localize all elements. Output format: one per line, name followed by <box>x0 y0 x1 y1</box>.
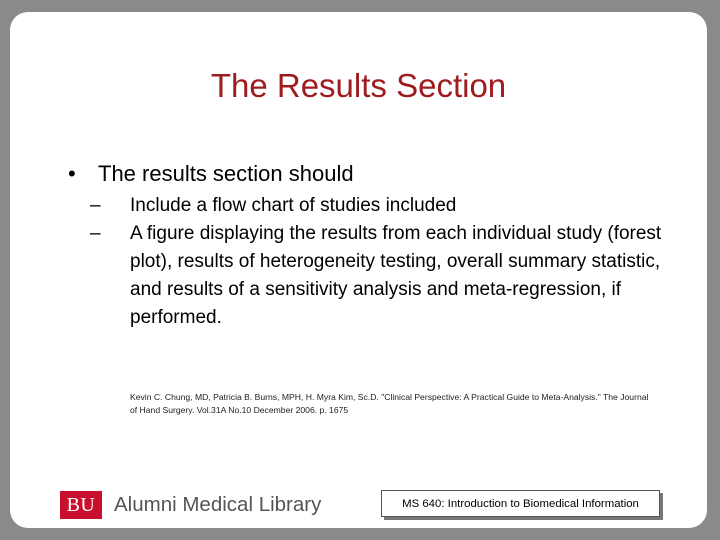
sub-bullet-item <box>90 192 688 220</box>
sub-bullet-marker: – <box>90 223 101 244</box>
slide-title: The Results Section <box>210 67 507 104</box>
sub-bullet-list <box>68 192 688 332</box>
sub-bullet-marker: – <box>90 195 101 216</box>
sub-bullet-item <box>90 220 688 332</box>
sub-bullet-text: A figure displaying the results from each individual study (forest plot), results of heterogeneity testing, overall summary statistic, and results of a sensitivity analysis and meta-regression, if performed. <box>130 223 662 328</box>
bu-logo-mark: BU <box>60 491 102 519</box>
bullet-text: The results section should <box>98 161 354 186</box>
library-name: Alumni Medical Library <box>114 493 322 516</box>
citation: Kevin C. Chung, MD, Patricia B. Burns, MPH, H. Myra Kim, Sc.D. "Clinical Perspective: A Practical Guide to Meta-Analysis." The Journal of Hand Surgery. Vol.31A No.10 December 2006. p. 1675 <box>130 392 649 415</box>
bullet-marker: • <box>68 161 76 186</box>
slide <box>10 12 707 528</box>
bullet-item <box>68 159 688 188</box>
library-logo[interactable] <box>60 491 321 519</box>
sub-bullet-text: Include a flow chart of studies included <box>130 195 457 216</box>
course-label: MS 640: Introduction to Biomedical Information <box>381 490 660 517</box>
bullet-list <box>68 159 688 332</box>
